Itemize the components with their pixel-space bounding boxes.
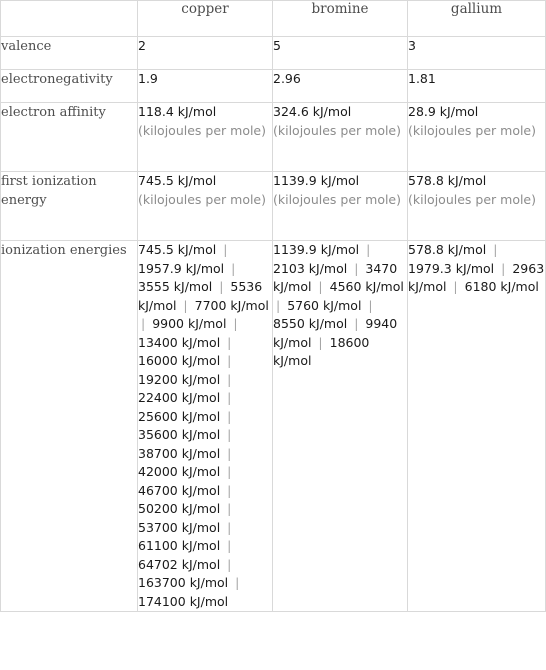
- ionization-energy-value: 9900 kJ/mol: [152, 316, 227, 331]
- list-separator: |: [227, 501, 232, 516]
- ionization-energy-value: 6180 kJ/mol: [464, 279, 539, 294]
- electronegativity-bromine: 2.96: [273, 70, 408, 103]
- list-separator: |: [354, 260, 359, 276]
- valence-bromine: 5: [273, 37, 408, 70]
- ionization-energy-value: 578.8 kJ/mol: [408, 242, 487, 257]
- ionization-energy-value: 7700 kJ/mol: [194, 297, 269, 313]
- table-row-valence: [1, 37, 546, 70]
- ionization-energy-value: 5536 kJ/mol: [138, 279, 263, 313]
- column-header-gallium: gallium: [408, 1, 546, 37]
- list-separator: |: [141, 316, 146, 331]
- list-separator: |: [318, 279, 323, 294]
- column-header-bromine: bromine: [273, 1, 408, 37]
- list-separator: |: [183, 297, 188, 313]
- valence-gallium: 3: [408, 37, 546, 70]
- ionization-energy-value: 53700 kJ/mol: [138, 519, 221, 535]
- list-separator: |: [276, 297, 281, 313]
- first-ionization-energy-copper: [138, 172, 273, 241]
- list-separator: |: [493, 242, 498, 257]
- electronegativity-gallium: 1.81: [408, 70, 546, 103]
- list-separator: |: [235, 575, 240, 590]
- value-text: 28.9 kJ/mol: [408, 104, 479, 119]
- list-separator: |: [227, 538, 232, 553]
- ionization-energy-value: 61100 kJ/mol: [138, 538, 221, 553]
- list-separator: |: [318, 334, 323, 350]
- ionization-energy-value: 50200 kJ/mol: [138, 501, 221, 516]
- list-separator: |: [227, 427, 232, 442]
- list-separator: |: [227, 556, 232, 572]
- value-text: 578.8 kJ/mol: [408, 173, 487, 188]
- ionization-energy-value: 745.5 kJ/mol: [138, 242, 217, 257]
- list-separator: |: [231, 260, 236, 276]
- list-separator: |: [227, 334, 232, 350]
- list-separator: |: [354, 316, 359, 331]
- ionization-energy-value: 18600 kJ/mol: [273, 334, 370, 368]
- table-header-row: [1, 1, 546, 37]
- list-separator: |: [227, 371, 232, 387]
- value-text: 324.6 kJ/mol: [273, 104, 352, 119]
- value-text: 745.5 kJ/mol: [138, 173, 217, 188]
- ionization-energy-value: 13400 kJ/mol: [138, 334, 221, 350]
- ionization-energy-value: 22400 kJ/mol: [138, 390, 221, 405]
- unit-note: (kilojoules per mole): [408, 122, 537, 138]
- unit-note: (kilojoules per mole): [138, 191, 267, 207]
- list-separator: |: [227, 464, 232, 479]
- ionization-energy-value: 8550 kJ/mol: [273, 316, 348, 331]
- table-row-electronegativity: [1, 70, 546, 103]
- unit-note: (kilojoules per mole): [273, 122, 402, 138]
- first-ionization-energy-bromine: [273, 172, 408, 241]
- ionization-energy-value: 19200 kJ/mol: [138, 371, 221, 387]
- table-row-first-ionization-energy: [1, 172, 546, 241]
- list-separator: |: [501, 260, 506, 276]
- table-row-electron-affinity: [1, 103, 546, 172]
- ionization-energy-value: 1979.3 kJ/mol: [408, 260, 495, 276]
- ionization-energy-value: 16000 kJ/mol: [138, 353, 221, 368]
- list-separator: |: [227, 390, 232, 405]
- ionization-energy-value: 25600 kJ/mol: [138, 408, 221, 424]
- ionization-energy-value: 1957.9 kJ/mol: [138, 260, 225, 276]
- unit-note: (kilojoules per mole): [273, 191, 402, 207]
- row-label-ionization-energies: ionization energies: [1, 241, 138, 612]
- ionization-energy-value: 38700 kJ/mol: [138, 445, 221, 461]
- ionization-energy-value: 3470 kJ/mol: [273, 260, 398, 294]
- ionization-energy-value: 163700 kJ/mol: [138, 575, 229, 590]
- header-corner-cell: [1, 1, 138, 37]
- table-row-ionization-energies: [1, 241, 546, 612]
- ionization-energy-value: 46700 kJ/mol: [138, 482, 221, 498]
- list-separator: |: [219, 279, 224, 294]
- value-text: 118.4 kJ/mol: [138, 104, 217, 119]
- list-separator: |: [453, 279, 458, 294]
- row-label-first-ionization-energy: first ionization energy: [1, 172, 138, 241]
- unit-note: (kilojoules per mole): [408, 191, 537, 207]
- ionization-energy-value: 35600 kJ/mol: [138, 427, 221, 442]
- electron-affinity-gallium: [408, 103, 546, 172]
- list-separator: |: [233, 316, 238, 331]
- list-separator: |: [227, 408, 232, 424]
- first-ionization-energy-gallium: [408, 172, 546, 241]
- row-label-electronegativity: electronegativity: [1, 70, 138, 103]
- electron-affinity-bromine: [273, 103, 408, 172]
- value-text: 1139.9 kJ/mol: [273, 173, 360, 188]
- row-label-valence: valence: [1, 37, 138, 70]
- list-separator: |: [223, 242, 228, 257]
- ionization-energy-value: 4560 kJ/mol: [329, 279, 404, 294]
- ionization-energy-value: 174100 kJ/mol: [138, 593, 229, 609]
- unit-note: (kilojoules per mole): [138, 122, 267, 138]
- ionization-energies-bromine: [273, 241, 408, 612]
- ionization-energy-value: 2963 kJ/mol: [408, 260, 545, 294]
- list-separator: |: [366, 242, 371, 257]
- list-separator: |: [368, 297, 373, 313]
- list-separator: |: [227, 445, 232, 461]
- ionization-energies-copper: [138, 241, 273, 612]
- list-separator: |: [227, 482, 232, 498]
- valence-copper: 2: [138, 37, 273, 70]
- ionization-energy-value: 42000 kJ/mol: [138, 464, 221, 479]
- list-separator: |: [227, 519, 232, 535]
- ionization-energy-value: 1139.9 kJ/mol: [273, 242, 360, 257]
- ionization-energy-value: 9940 kJ/mol: [273, 316, 398, 350]
- list-separator: |: [227, 353, 232, 368]
- ionization-energy-value: 5760 kJ/mol: [287, 297, 362, 313]
- ionization-energy-value: 3555 kJ/mol: [138, 279, 213, 294]
- ionization-energy-value: 2103 kJ/mol: [273, 260, 348, 276]
- column-header-copper: copper: [138, 1, 273, 37]
- ionization-energies-gallium: [408, 241, 546, 612]
- ionization-energy-value: 64702 kJ/mol: [138, 556, 221, 572]
- electronegativity-copper: 1.9: [138, 70, 273, 103]
- electron-affinity-copper: [138, 103, 273, 172]
- row-label-electron-affinity: electron affinity: [1, 103, 138, 172]
